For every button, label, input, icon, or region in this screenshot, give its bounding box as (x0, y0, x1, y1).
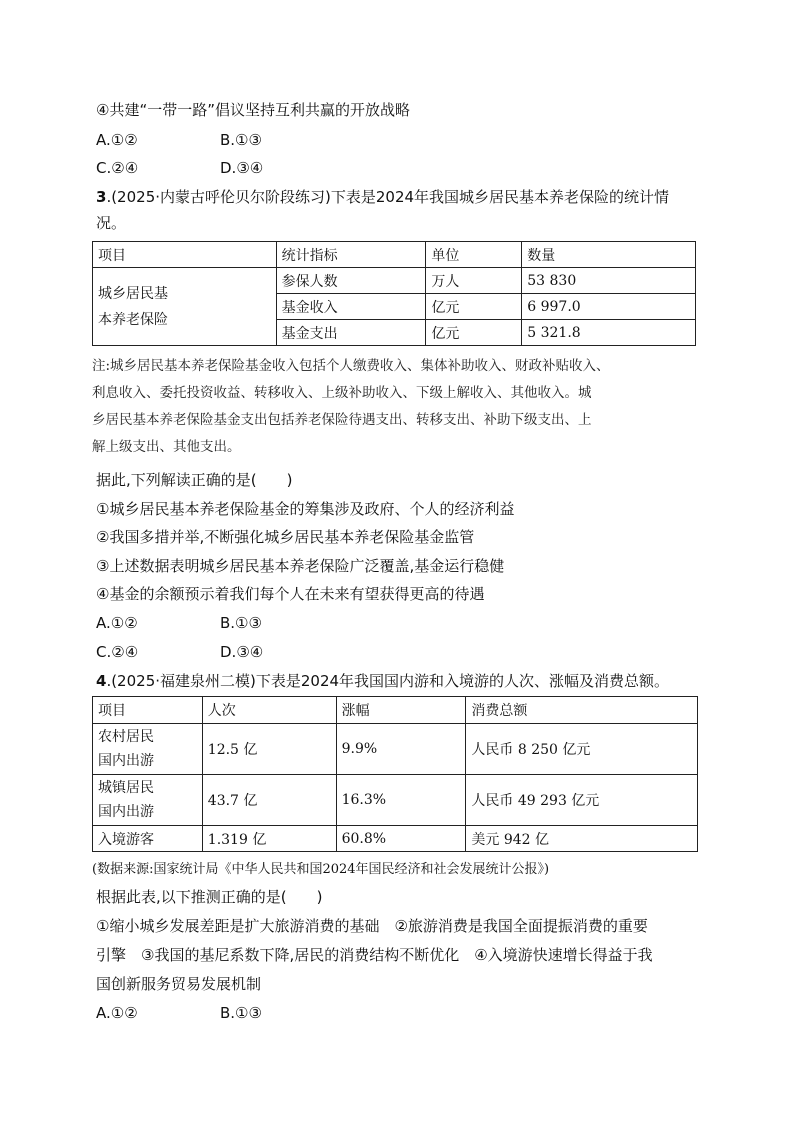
q3-table (92, 241, 696, 346)
table-row (93, 826, 698, 852)
table-project-cell (93, 724, 203, 775)
table-cell: 60.8% (336, 826, 466, 852)
table-header-cell: 单位 (426, 242, 522, 268)
table-cell: 9.9% (336, 724, 466, 775)
table-header-cell: 消费总额 (466, 697, 698, 724)
q3-option-c[interactable]: C.②④ (96, 643, 139, 661)
q4-items-line: ①缩小城乡发展差距是扩大旅游消费的基础 ②旅游消费是我国全面提振消费的重要 (96, 917, 648, 935)
table-cell: 参保人数 (276, 268, 426, 294)
table-project-cell (93, 775, 203, 826)
table-row (93, 775, 698, 826)
q4-number: 4 (96, 672, 107, 690)
table-project-cell (93, 268, 277, 346)
q3-stem-line1: .(2025·内蒙古呼伦贝尔阶段练习)下表是2024年我国城乡居民基本养老保险的统计情 (106, 188, 670, 206)
table-cell: 53 830 (522, 268, 696, 294)
table-header-cell: 数量 (522, 242, 696, 268)
q3-item-1: ①城乡居民基本养老保险基金的筹集涉及政府、个人的经济利益 (96, 500, 515, 518)
table-row (93, 724, 698, 775)
table-cell: 亿元 (426, 320, 522, 346)
table-cell: 5 321.8 (522, 320, 696, 346)
q3-question: 据此,下列解读正确的是( ) (96, 471, 293, 489)
q3-note-line: 注:城乡居民基本养老保险基金收入包括个人缴费收入、集体补助收入、财政补贴收入、 (92, 358, 610, 374)
q3-item-3: ③上述数据表明城乡居民基本养老保险广泛覆盖,基金运行稳健 (96, 557, 505, 575)
q2-item-4: ④共建“一带一路”倡议坚持互利共赢的开放战略 (96, 101, 410, 119)
table-header-cell: 项目 (93, 242, 277, 268)
q4-question: 根据此表,以下推测正确的是( ) (96, 888, 323, 906)
table-cell: 1.319 亿 (202, 826, 336, 852)
table-cell: 12.5 亿 (202, 724, 336, 775)
q3-number: 3 (96, 188, 107, 206)
table-cell: 亿元 (426, 294, 522, 320)
q3-note-line: 解上级支出、其他支出。 (92, 439, 241, 455)
table-header-row (93, 242, 696, 268)
table-header-cell: 人次 (202, 697, 336, 724)
q4-source: (数据来源:国家统计局《中华人民共和国2024年国民经济和社会发展统计公报》) (92, 862, 550, 877)
table-header-cell: 项目 (93, 697, 203, 724)
q2-option-a[interactable]: A.①② (96, 131, 138, 149)
table-cell: 16.3% (336, 775, 466, 826)
project-label-line: 城乡居民基 (98, 285, 168, 302)
table-cell: 美元 942 亿 (466, 826, 698, 852)
table-cell: 人民币 8 250 亿元 (466, 724, 698, 775)
q3-item-2: ②我国多措并举,不断强化城乡居民基本养老保险基金监管 (96, 528, 475, 546)
q3-note-line: 乡居民基本养老保险基金支出包括养老保险待遇支出、转移支出、补助下级支出、上 (92, 412, 592, 428)
table-cell: 人民币 49 293 亿元 (466, 775, 698, 826)
table-cell: 万人 (426, 268, 522, 294)
q2-option-d[interactable]: D.③④ (220, 159, 264, 177)
project-label-line: 国内出游 (98, 804, 154, 820)
q3-note-line: 利息收入、委托投资收益、转移收入、上级补助收入、下级上解收入、其他收入。城 (92, 385, 592, 401)
q4-option-b[interactable]: B.①③ (220, 1004, 262, 1022)
q4-stem-text: .(2025·福建泉州二模)下表是2024年我国国内游和入境游的人次、涨幅及消费总额。 (106, 672, 670, 690)
q4-items-line: 国创新服务贸易发展机制 (96, 975, 262, 993)
q4-stem (96, 671, 669, 691)
table-cell: 基金支出 (276, 320, 426, 346)
table-header-cell: 统计指标 (276, 242, 426, 268)
q3-option-b[interactable]: B.①③ (220, 614, 262, 632)
table-cell: 6 997.0 (522, 294, 696, 320)
project-label-line: 城镇居民 (98, 780, 154, 796)
table-header-row (93, 697, 698, 724)
project-label-line: 国内出游 (98, 753, 154, 769)
q3-item-4: ④基金的余额预示着我们每个人在未来有望获得更高的待遇 (96, 585, 485, 603)
q3-option-a[interactable]: A.①② (96, 614, 138, 632)
table-cell: 基金收入 (276, 294, 426, 320)
q4-option-a[interactable]: A.①② (96, 1004, 138, 1022)
q4-items-line: 引擎 ③我国的基尼系数下降,居民的消费结构不断优化 ④入境游快速增长得益于我 (96, 946, 653, 964)
q4-table (92, 696, 698, 852)
q3-stem (96, 187, 669, 207)
q2-option-c[interactable]: C.②④ (96, 159, 139, 177)
project-label-line: 农村居民 (98, 729, 154, 745)
table-cell: 43.7 亿 (202, 775, 336, 826)
q3-option-d[interactable]: D.③④ (220, 643, 264, 661)
q3-stem-line2: 况。 (96, 214, 127, 232)
project-label-line: 本养老保险 (98, 311, 168, 328)
table-header-cell: 涨幅 (336, 697, 466, 724)
table-row (93, 268, 696, 294)
q2-option-b[interactable]: B.①③ (220, 131, 262, 149)
table-project-cell: 入境游客 (93, 826, 203, 852)
